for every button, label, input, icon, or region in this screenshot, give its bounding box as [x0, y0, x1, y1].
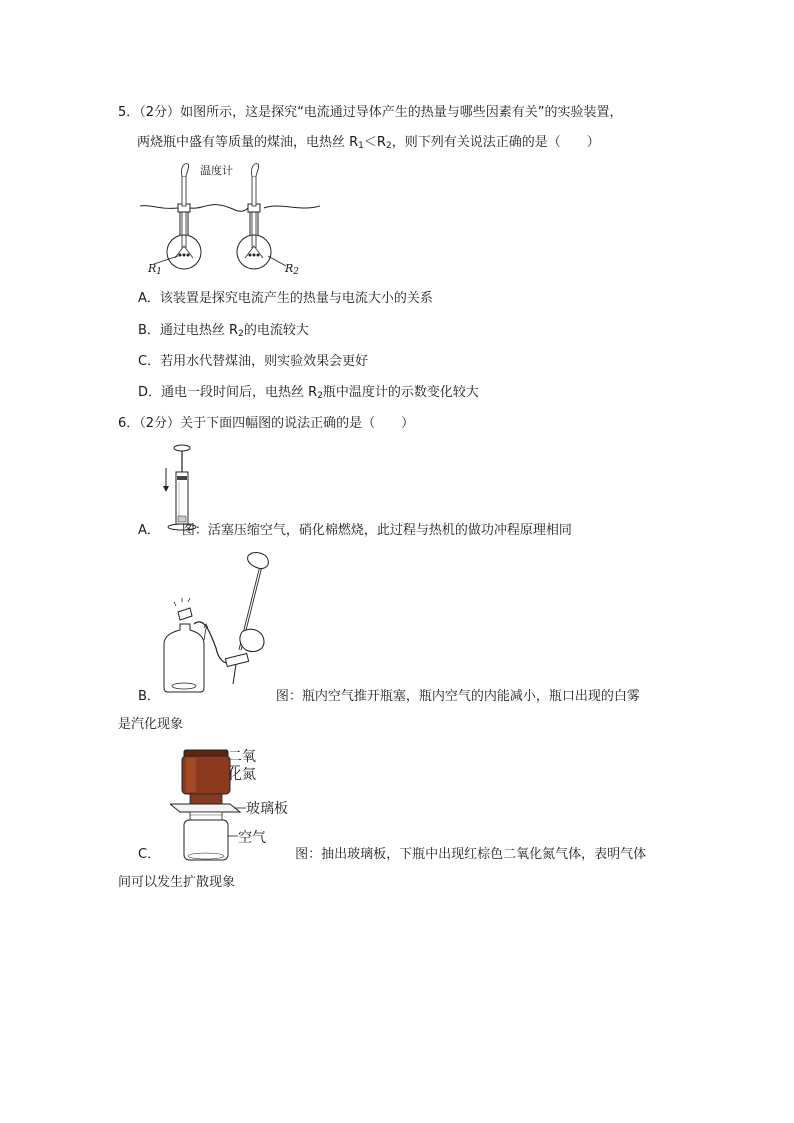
- no2-label-line2: 化氮: [228, 767, 256, 783]
- q6-line1: [118, 415, 414, 433]
- q5-stem-part-b: ＜R: [363, 135, 386, 150]
- q5-option-d-post: 瓶中温度计的示数变化较大: [322, 385, 479, 400]
- q5-line1: [118, 104, 623, 122]
- q6-figure-b: [160, 552, 272, 694]
- q5-number: 5．: [118, 105, 140, 120]
- q6-option-c-letter: C．: [138, 847, 161, 862]
- q5-option-d-sub: 2: [317, 391, 323, 401]
- flask-right: [237, 164, 271, 269]
- q6-option-c-text: 图：抽出玻璃板，下瓶中出现红棕色二氧化氮气体，表明气体: [295, 847, 647, 862]
- q5-option-d[interactable]: [138, 384, 479, 402]
- q5-r2-subscript: 2: [385, 141, 392, 151]
- bottle-pump-diagram: [160, 552, 272, 694]
- r2-label: [285, 262, 299, 275]
- q5-figure-flasks: [140, 158, 320, 278]
- q5-option-b-post: 的电流较大: [243, 323, 309, 338]
- thermometer-label: 温度计: [200, 164, 233, 177]
- q6-number: 6．: [118, 416, 140, 431]
- q6-option-c[interactable]: [138, 846, 646, 864]
- q5-option-b-pre: B．通过电热丝 R: [138, 323, 239, 338]
- q6-score: （2分）: [139, 416, 181, 431]
- q6-option-b-letter: B．: [138, 689, 160, 704]
- piston-cylinder-diagram: [160, 442, 200, 534]
- q6-option-c-line2: 间可以发生扩散现象: [118, 875, 236, 890]
- air-label: 空气: [238, 830, 266, 846]
- r1-label-text: R: [148, 262, 157, 275]
- q5-stem-part-a: 两烧瓶中盛有等质量的煤油，电热丝 R: [137, 135, 359, 150]
- q5-option-b[interactable]: [138, 322, 309, 340]
- r2-label-text: R: [285, 262, 294, 275]
- q5-stem-line1: 如图所示，这是探究“电流通过导体产生的热量与哪些因素有关”的实验装置，: [180, 105, 623, 120]
- q5-option-c[interactable]: C．若用水代替煤油，则实验效果会更好: [138, 354, 369, 369]
- glass-plate-label: 玻璃板: [246, 801, 288, 817]
- q6-option-a-text: 图：活塞压缩空气，硝化棉燃烧，此过程与热机的做功冲程原理相同: [181, 523, 572, 538]
- r2-label-sub: 2: [293, 267, 300, 277]
- q6-option-b-text: 图：瓶内空气推开瓶塞，瓶内空气的内能减小，瓶口出现的白雾: [275, 689, 640, 704]
- q5-stem-part-c: ，则下列有关说法正确的是（ ）: [391, 135, 600, 150]
- q5-option-b-sub: 2: [238, 329, 244, 339]
- r1-label: [148, 262, 162, 275]
- q6-stem: 关于下面四幅图的说法正确的是（ ）: [180, 416, 415, 431]
- q6-option-a-letter: A．: [138, 523, 160, 538]
- q5-line2: [137, 134, 600, 152]
- no2-label-line1: 二氧: [228, 749, 256, 765]
- q5-option-d-pre: D．通电一段时间后，电热丝 R: [138, 385, 318, 400]
- q5-score: （2分）: [139, 105, 181, 120]
- q5-option-a[interactable]: A．该装置是探究电流产生的热量与电流大小的关系: [138, 291, 433, 306]
- q6-option-b-line2: 是汽化现象: [118, 717, 184, 732]
- q5-r1-subscript: 1: [358, 141, 364, 151]
- q6-figure-a: [160, 442, 200, 534]
- r1-label-sub: 1: [156, 267, 163, 277]
- q6-option-a[interactable]: [138, 522, 572, 540]
- q6-option-b[interactable]: [138, 688, 640, 706]
- flask-left: [167, 164, 201, 269]
